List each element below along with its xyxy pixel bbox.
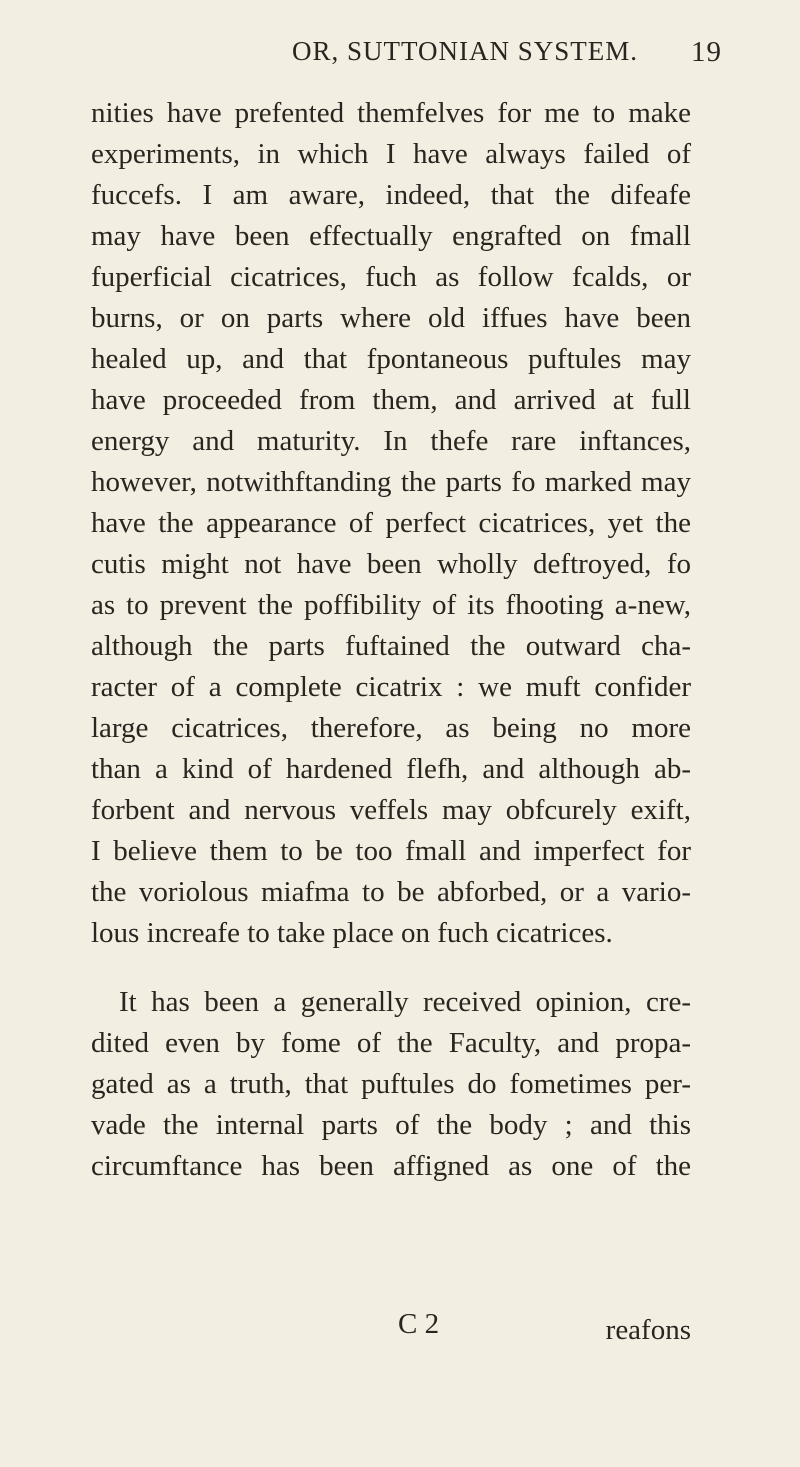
paragraph-1 <box>91 93 691 954</box>
text-line: have proceeded from them, and arrived at full <box>91 384 691 416</box>
text-line: dited even by fome of the Faculty, and propa- <box>91 1027 691 1059</box>
text-line: racter of a complete cicatrix : we muft confider <box>91 671 691 703</box>
text-line: have the appearance of perfect cicatrices, yet the <box>91 507 691 539</box>
text-line: forbent and nervous veffels may obfcurely exift, <box>91 794 691 826</box>
text-line: although the parts fuftained the outward cha- <box>91 630 691 662</box>
text-line: burns, or on parts where old iffues have been <box>91 302 691 334</box>
text-line: I believe them to be too fmall and imperfect for <box>91 835 691 867</box>
text-line: fuccefs. I am aware, indeed, that the difeafe <box>91 179 691 211</box>
text-line: gated as a truth, that puftules do fometimes per- <box>91 1068 691 1100</box>
signature-mark: C 2 <box>398 1308 440 1340</box>
text-line: energy and maturity. In thefe rare inftances, <box>91 425 691 457</box>
catchword: reafons <box>605 1314 691 1346</box>
text-line: cutis might not have been wholly deftroyed, fo <box>91 548 691 580</box>
page-header <box>292 36 722 70</box>
text-line: fuperficial cicatrices, fuch as follow fcalds, or <box>91 261 691 293</box>
text-line: experiments, in which I have always failed of <box>91 138 691 170</box>
text-line: as to prevent the poffibility of its fhooting a-new, <box>91 589 691 621</box>
text-line: large cicatrices, therefore, as being no more <box>91 712 691 744</box>
text-line: the voriolous miafma to be abforbed, or a vario- <box>91 876 691 908</box>
text-line: healed up, and that fpontaneous puftules may <box>91 343 691 375</box>
text-line: may have been effectually engrafted on fmall <box>91 220 691 252</box>
text-line: vade the internal parts of the body ; and this <box>91 1109 691 1141</box>
running-title: OR, SUTTONIAN SYSTEM. <box>292 36 639 66</box>
paragraph-2 <box>91 982 691 1187</box>
body-text <box>91 93 691 1187</box>
text-line: lous increafe to take place on fuch cicatrices. <box>91 917 613 949</box>
text-line: however, notwithftanding the parts fo marked may <box>91 466 691 498</box>
text-line: It has been a generally received opinion, cre- <box>119 986 691 1018</box>
page-footer <box>91 1304 691 1345</box>
text-line: nities have prefented themfelves for me to make <box>91 97 691 129</box>
page-number: 19 <box>691 36 722 68</box>
text-line: circumftance has been affigned as one of the <box>91 1150 691 1182</box>
text-line: than a kind of hardened flefh, and although ab- <box>91 753 691 785</box>
